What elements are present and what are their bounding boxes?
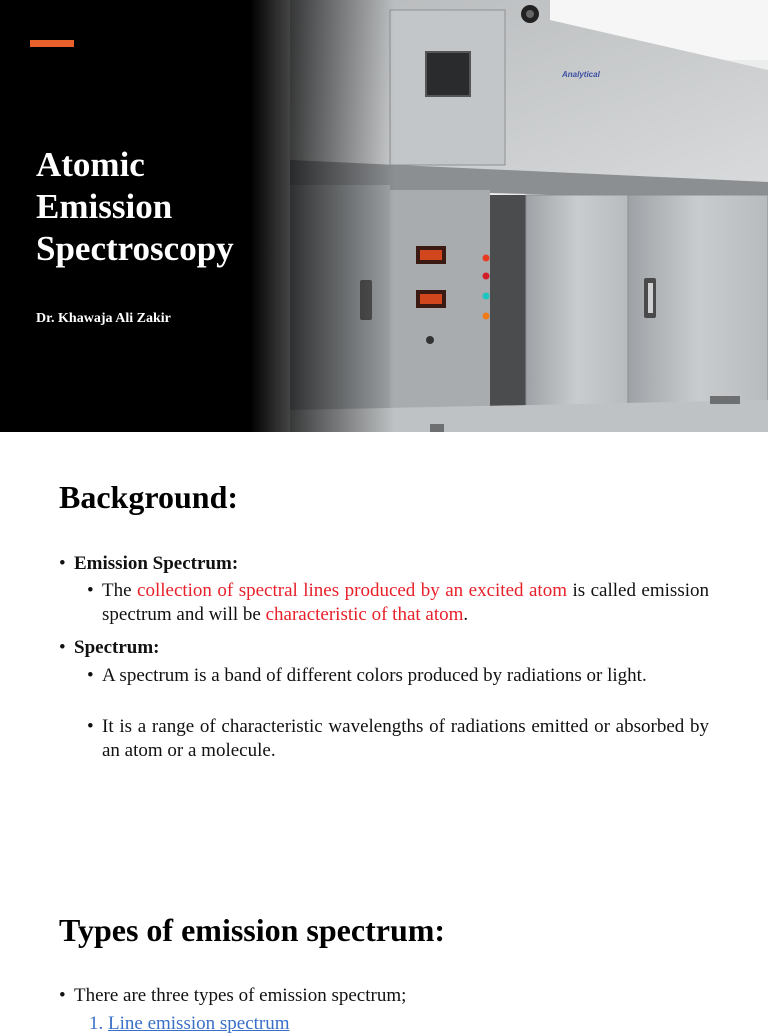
title-line: Atomic — [36, 145, 145, 184]
bullet-item — [59, 552, 238, 576]
bullet-dot: • — [87, 716, 94, 737]
title-line: Spectroscopy — [36, 229, 234, 268]
bullet-dot: • — [59, 985, 66, 1006]
title-line: Emission — [36, 187, 173, 226]
numbered-list-item[interactable] — [89, 1012, 290, 1036]
slide-title — [36, 144, 276, 270]
text-run: . — [463, 604, 469, 625]
bullet-dot: • — [87, 665, 94, 686]
bullet-label: Emission Spectrum: — [74, 553, 239, 574]
sub-bullet-text — [87, 579, 709, 627]
section-heading: Background: — [59, 479, 239, 515]
accent-bar — [30, 40, 74, 47]
bullet-label: Spectrum: — [74, 637, 160, 658]
bullet-text: There are three types of emission spectrum; — [74, 985, 407, 1006]
bullet-dot: • — [59, 553, 66, 574]
sub-bullet-item — [87, 664, 709, 688]
text-run: is called emission spectrum and will be — [102, 580, 709, 625]
text-run: The — [102, 580, 138, 601]
highlight-text: characteristic of that atom — [265, 604, 464, 625]
bullet-item — [59, 636, 159, 660]
spectrometer-photo — [250, 0, 768, 432]
list-link-text[interactable]: Line emission spectrum — [108, 1013, 290, 1034]
author-name: Dr. Khawaja Ali Zakir — [36, 311, 171, 326]
bullet-item — [59, 984, 406, 1008]
title-slide — [0, 0, 768, 432]
sub-bullet-text: It is a range of characteristic wavelengths of radiations emitted or absorbed by an atom or a molecule. — [102, 716, 709, 761]
highlight-text: collection of spectral lines produced by an excited atom — [137, 580, 567, 601]
bullet-dot: • — [59, 637, 66, 658]
sub-bullet-item — [87, 579, 709, 627]
bullet-dot: • — [87, 580, 94, 601]
sub-bullet-text: A spectrum is a band of different colors produced by radiations or light. — [102, 665, 647, 686]
section-heading: Types of emission spectrum: — [59, 912, 446, 948]
sub-bullet-item — [87, 715, 709, 763]
list-number: 1. — [89, 1013, 104, 1034]
